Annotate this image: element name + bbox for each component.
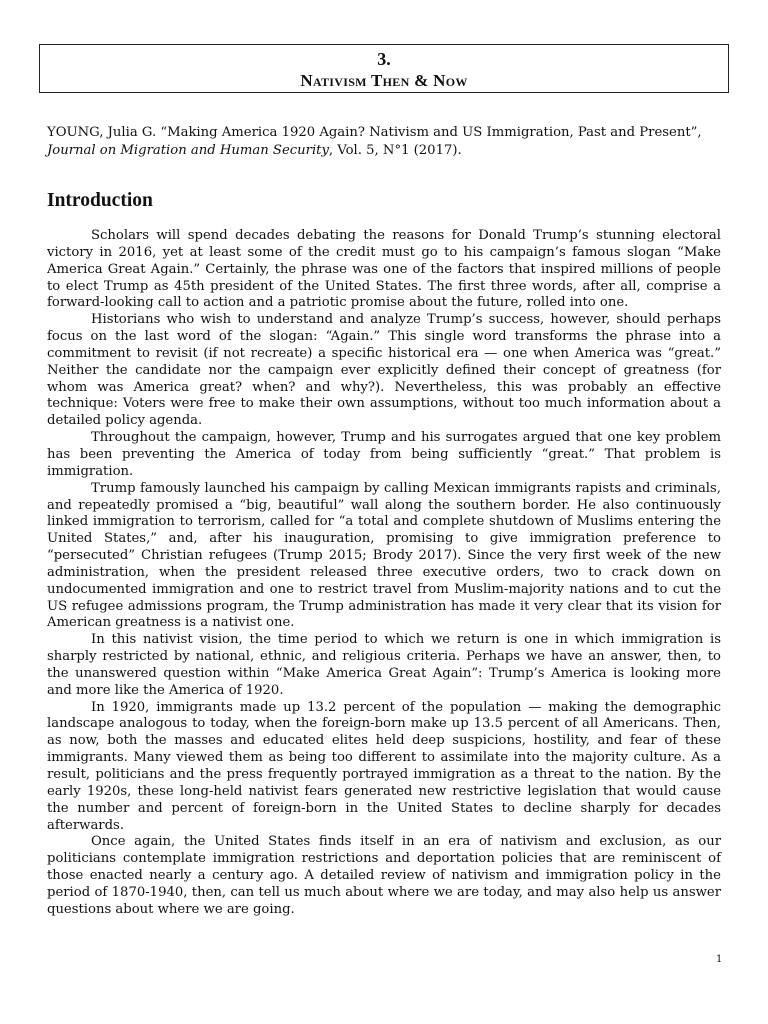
chapter-title-box: [39, 44, 729, 93]
citation-journal: Journal on Migration and Human Security: [47, 142, 329, 158]
paragraph: In this nativist vision, the time period to which we return is one in which immigration is sharply restricted by national, ethnic, and religious criteria. Perhaps we have an answer, then, to the unanswered question within “Make America Great Again”: Trump’s America is looking more and more like the America of 1920.: [47, 632, 721, 698]
paragraph: Trump famously launched his campaign by calling Mexican immigrants rapists and criminals, and repeatedly promised a “big, beautiful” wall along the southern border. He also continuously linked immigration to terrorism, called for “a total and complete shutdown of Muslims entering the United States,” and, after his inauguration, promising to give immigration preference to “persecuted” Christian refugees (Trump 2015; Brody 2017). Since the very first week of the new administration, when the president released three executive orders, two to crack down on undocumented immigration and one to restrict travel from Muslim-majority nations and to cut the US refugee admissions program, the Trump administration has made it very clear that its vision for American greatness is a nativist one.: [47, 480, 721, 631]
chapter-title: Nativism Then & Now: [300, 71, 468, 90]
paragraph: Scholars will spend decades debating the reasons for Donald Trump’s stunning electoral victory in 2016, yet at least some of the credit must go to his campaign’s famous slogan “Make America Great Again.” Certainly, the phrase was one of the factors that inspired millions of people to elect Trump as 45th president of the United States. The first three words, after all, comprise a forward-looking call to action and a patriotic promise about the future, rolled into one.: [47, 228, 721, 311]
paragraph: In 1920, immigrants made up 13.2 percent of the population — making the demographic landscape analogous to today, when the foreign-born make up 13.5 percent of all Americans. Then, as now, both the masses and educated elites held deep suspicions, hostility, and fear of these immigrants. Many viewed them as being too different to assimilate into the majority culture. As a result, politicians and the press frequently portrayed immigration as a threat to the nation. By the early 1920s, these long-held nativist fears generated new restrictive legislation that would cause the number and percent of foreign-born in the United States to decline sharply for decades afterwards.: [47, 699, 721, 833]
page-number: 1: [716, 954, 723, 965]
chapter-number: 3.: [377, 49, 391, 69]
section-heading: Introduction: [47, 190, 153, 211]
citation-details: , Vol. 5, N°1 (2017).: [328, 142, 462, 158]
paragraph: Once again, the United States finds itself in an era of nativism and exclusion, as our politicians contemplate immigration restrictions and deportation policies that are reminiscent of those enacted nearly a century ago. A detailed review of nativism and immigration policy in the period of 1870-1940, then, can tell us much about where we are today, and may also help us answer questions about where we are going.: [47, 834, 721, 917]
body-text: [47, 228, 721, 919]
paragraph: Historians who wish to understand and analyze Trump’s success, however, should perhaps focus on the last word of the slogan: “Again.” This single word transforms the phrase into a commitment to revisit (if not recreate) a specific historical era — one when America was “great.” Neither the candidate nor the campaign ever explicitly defined their concept of greatness (for whom was America great? when? and why?). Nevertheless, this was probably an effective technique: Voters were free to make their own assumptions, without too much information about a detailed policy agenda.: [47, 312, 721, 429]
citation: [47, 124, 727, 159]
paragraph: Throughout the campaign, however, Trump and his surrogates argued that one key problem has been preventing the America of today from being sufficiently “great.” That problem is immigration.: [47, 430, 721, 479]
citation-author-title: YOUNG, Julia G. “Making America 1920 Again? Nativism and US Immigration, Past and Present”,: [47, 125, 702, 140]
